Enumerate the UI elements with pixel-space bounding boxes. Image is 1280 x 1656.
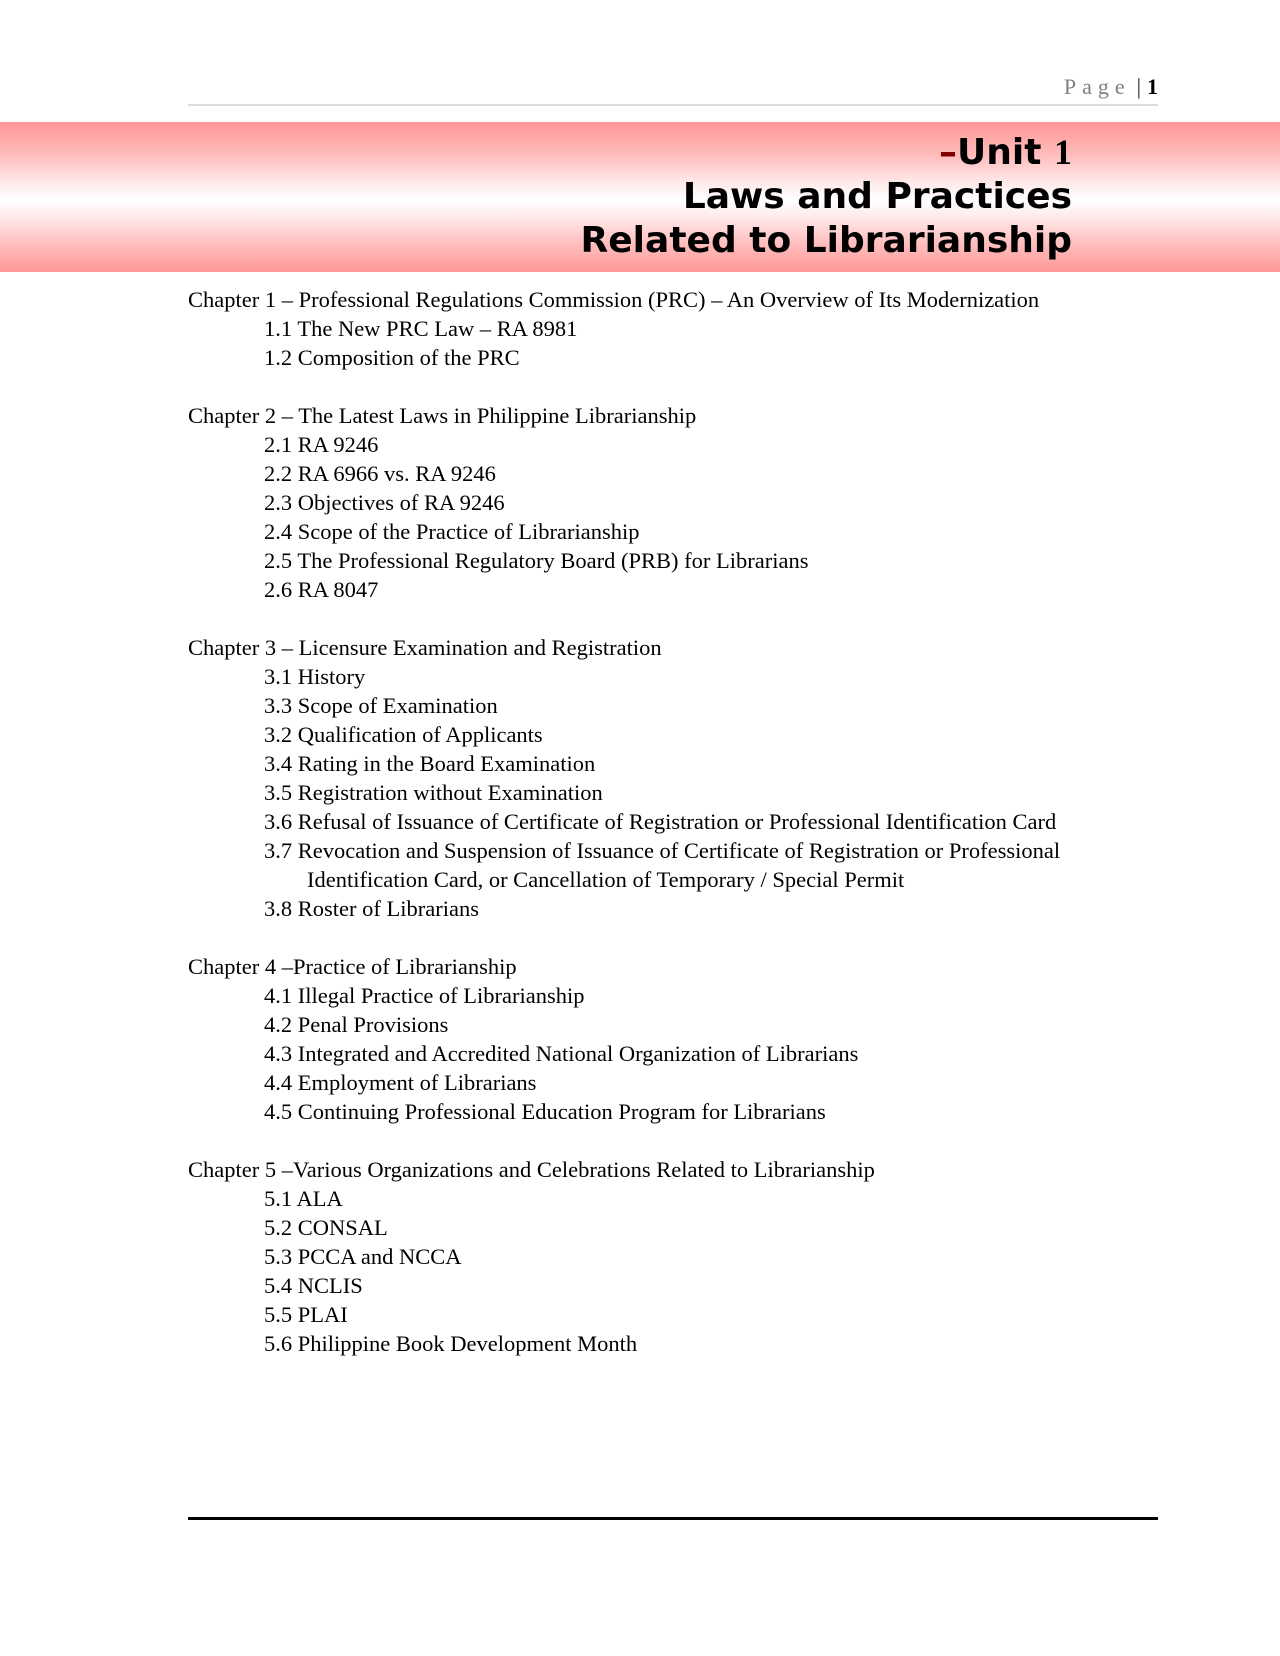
unit-title-banner — [0, 122, 1280, 272]
footer-divider — [188, 1517, 1158, 1520]
section-item: 3.2 Qualification of Applicants — [264, 722, 543, 747]
unit-word: Unit — [957, 132, 1042, 173]
section-item: 2.6 RA 8047 — [264, 577, 379, 602]
section-item: 3.4 Rating in the Board Examination — [264, 751, 596, 776]
section-item: 2.5 The Professional Regulatory Board (PRB) for Librarians — [264, 548, 809, 573]
unit-title — [581, 130, 1072, 263]
section-item: 3.8 Roster of Librarians — [264, 896, 479, 921]
unit-title-line-2: Related to Librarianship — [580, 220, 1072, 261]
section-item: 3.3 Scope of Examination — [264, 693, 498, 718]
section-item: 2.4 Scope of the Practice of Librarianship — [264, 519, 640, 544]
section-item: 4.2 Penal Provisions — [264, 1012, 449, 1037]
section-item: 5.3 PCCA and NCCA — [264, 1244, 462, 1269]
section-item: 3.7 Revocation and Suspension of Issuance of Certificate of Registration or Professional Identification Card, or Cancellation of Temporary / Special Permit — [264, 838, 1061, 892]
chapter-2 — [188, 401, 1168, 604]
section-item: 4.1 Illegal Practice of Librarianship — [264, 983, 585, 1008]
page-label: Page — [1063, 74, 1131, 99]
section-item: 4.3 Integrated and Accredited National Organization of Librarians — [264, 1041, 859, 1066]
section-item: 3.6 Refusal of Issuance of Certificate of Registration or Professional Identification Card — [264, 809, 1057, 834]
section-item: 5.5 PLAI — [264, 1302, 348, 1327]
unit-number: 1 — [1054, 132, 1072, 172]
page-number: 1 — [1147, 74, 1158, 99]
chapter-title: Chapter 1 – Professional Regulations Commission (PRC) – An Overview of Its Modernization — [188, 287, 1040, 312]
section-item: 1.2 Composition of the PRC — [264, 345, 520, 370]
section-item: 4.4 Employment of Librarians — [264, 1070, 537, 1095]
chapter-title: Chapter 3 – Licensure Examination and Registration — [188, 635, 662, 660]
section-item: 2.3 Objectives of RA 9246 — [264, 490, 505, 515]
chapter-title: Chapter 5 –Various Organizations and Celebrations Related to Librarianship — [188, 1157, 875, 1182]
table-of-contents — [188, 285, 1168, 1387]
section-item: 5.6 Philippine Book Development Month — [264, 1331, 638, 1356]
chapter-3 — [188, 633, 1168, 923]
section-item: 2.1 RA 9246 — [264, 432, 379, 457]
chapter-1 — [188, 285, 1168, 372]
chapter-4 — [188, 952, 1168, 1126]
unit-heading — [581, 130, 1072, 175]
unit-title-line-1: Laws and Practices — [682, 176, 1072, 217]
section-item: 3.1 History — [264, 664, 366, 689]
chapter-5 — [188, 1155, 1168, 1358]
page-header — [188, 74, 1158, 106]
section-item: 5.1 ALA — [264, 1186, 343, 1211]
section-item: 2.2 RA 6966 vs. RA 9246 — [264, 461, 496, 486]
unit-dash: – — [939, 132, 958, 173]
page-separator: | — [1136, 74, 1141, 99]
chapter-title: Chapter 4 –Practice of Librarianship — [188, 954, 517, 979]
section-item: 3.5 Registration without Examination — [264, 780, 603, 805]
section-item: 5.2 CONSAL — [264, 1215, 388, 1240]
chapter-title: Chapter 2 – The Latest Laws in Philippine Librarianship — [188, 403, 697, 428]
section-item: 1.1 The New PRC Law – RA 8981 — [264, 316, 578, 341]
section-item: 4.5 Continuing Professional Education Program for Librarians — [264, 1099, 826, 1124]
section-item: 5.4 NCLIS — [264, 1273, 363, 1298]
